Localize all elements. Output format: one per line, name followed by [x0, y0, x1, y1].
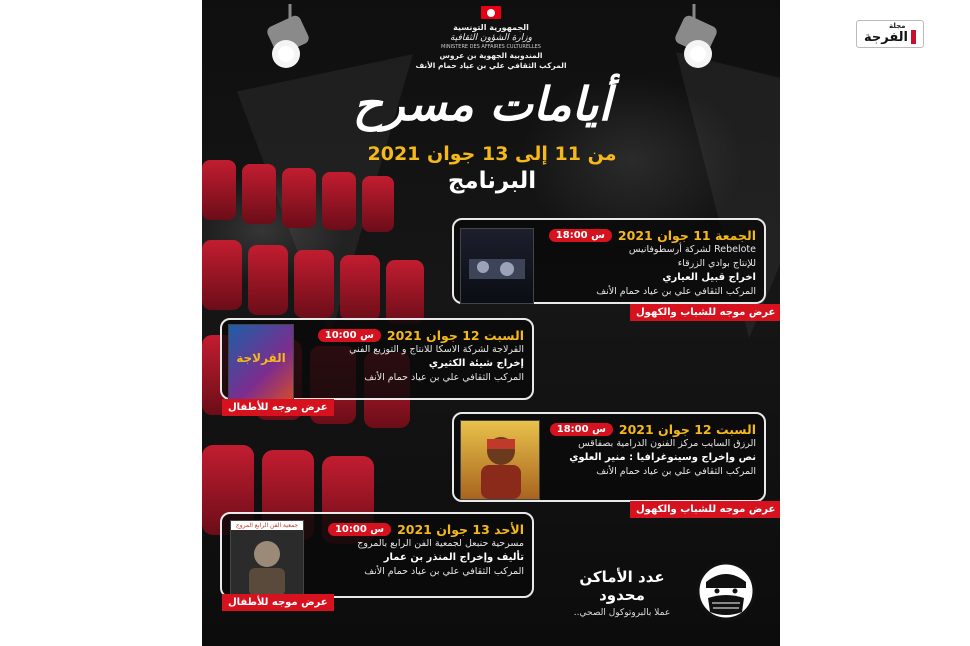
event-4-director: تأليف وإخراج المنذر بن عمار — [383, 552, 524, 563]
event-1-day: الجمعة 11 جوان 2021 — [617, 228, 756, 243]
capacity-line-2: محدود — [599, 586, 645, 604]
event-3-time: س 18:00 — [550, 423, 613, 436]
republic-name: الجمهورية التونسية — [453, 23, 529, 32]
event-3-title: الرزق السايب مركز الفنون الدرامية بصفاقس — [578, 438, 756, 449]
event-2-title: القرلاجة لشركة الاسكا للانتاج و التوزيع الفني — [349, 344, 524, 355]
face-mask-icon — [696, 560, 756, 622]
event-4-poster-text: جمعية الفن الرابع المروج — [231, 521, 303, 530]
site-logo-small: مجلة — [889, 22, 906, 30]
cultural-complex: المركب الثقافي علي بن عياد حمام الأنف — [415, 61, 567, 70]
event-card-2 — [220, 318, 534, 400]
event-3-audience-badge: عرض موجه للشباب والكهول — [630, 501, 780, 518]
event-2-director: إخراج شيئة الكثيري — [428, 358, 524, 369]
ministry-name-fr: MINISTERE DES AFFAIRES CULTURELLES — [441, 44, 541, 50]
ministry-name: وزارة الشؤون الثقافية — [450, 33, 532, 43]
event-3-venue: المركب الثقافي علي بن عياد حمام الأنف — [596, 466, 756, 477]
event-4-title: مسرحية حنبعل لجمعية الفن الرابع بالمروج — [357, 538, 524, 549]
event-1-audience-badge: عرض موجه للشباب والكهول — [630, 304, 780, 321]
capacity-line-3: عملا بالبروتوكول الصحي.. — [573, 608, 671, 618]
event-1-company: للإنتاج بوادي الزرقاء — [677, 258, 756, 269]
spotlight-left-icon — [252, 4, 322, 74]
site-logo-mark — [911, 30, 916, 44]
site-logo-text: الفرجة — [863, 29, 909, 45]
event-4-day: الأحد 13 جوان 2021 — [397, 522, 524, 537]
regional-delegation: المندوبية الجهوية بن عروس — [439, 51, 543, 60]
event-2-poster-text: القرلاجة — [236, 351, 286, 365]
event-2-time: س 10:00 — [318, 329, 381, 342]
event-card-3 — [452, 412, 766, 502]
event-card-1 — [452, 218, 766, 304]
spotlight-right-icon — [662, 4, 732, 74]
event-3-day: السبت 12 جوان 2021 — [618, 422, 756, 437]
event-2-audience-badge: عرض موجه للأطفال — [222, 399, 334, 416]
festival-dates: من 11 إلى 13 جوان 2021 — [367, 143, 617, 165]
event-2-venue: المركب الثقافي علي بن عياد حمام الأنف — [364, 372, 524, 383]
event-2-day: السبت 12 جوان 2021 — [386, 328, 524, 343]
event-4-poster-image — [230, 520, 304, 598]
event-2-poster-image — [228, 324, 294, 402]
event-4-venue: المركب الثقافي علي بن عياد حمام الأنف — [364, 566, 524, 577]
event-4-time: س 10:00 — [328, 523, 391, 536]
programme-heading: البرنامج — [447, 168, 537, 194]
event-3-director: نص وإخراج وسينوغرافيا : منير العلوي — [569, 452, 756, 463]
poster-title: أيامات مسرح — [352, 77, 612, 131]
event-1-title: Rebelote لشركة أرسطوفانيس — [628, 244, 756, 255]
event-1-venue: المركب الثقافي علي بن عياد حمام الأنف — [596, 286, 756, 297]
event-card-4 — [220, 512, 534, 598]
tunisia-flag-icon — [481, 6, 501, 19]
event-3-poster-image — [460, 420, 540, 500]
government-header — [402, 6, 580, 71]
event-4-audience-badge: عرض موجه للأطفال — [222, 594, 334, 611]
capacity-notice — [562, 568, 682, 618]
event-1-director: اخراج قبيل العياري — [662, 272, 756, 283]
event-poster — [202, 0, 780, 646]
event-1-poster-image — [460, 228, 534, 304]
event-1-time: س 18:00 — [549, 229, 612, 242]
capacity-line-1: عدد الأماكن — [579, 568, 665, 586]
site-logo[interactable] — [856, 20, 924, 48]
